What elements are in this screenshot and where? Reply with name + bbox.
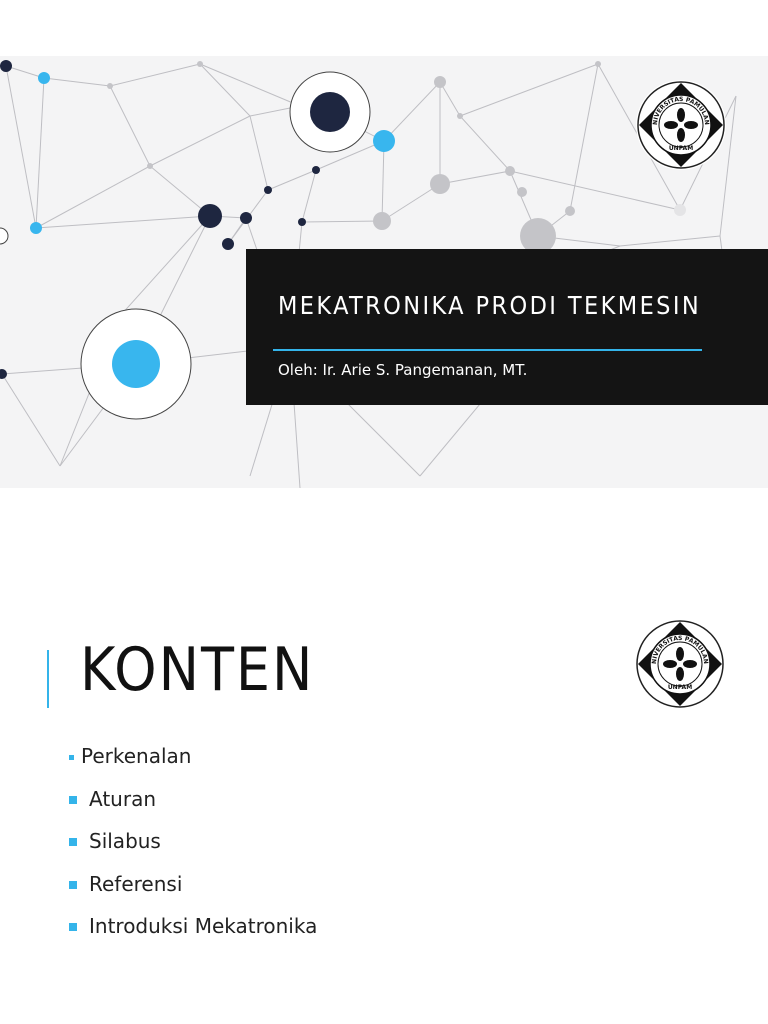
network-node [457,113,463,119]
svg-text:UNIVERSITAS PAMULANG: NIVERSITAS PAMULAN [651,95,711,126]
network-edge [110,64,200,86]
network-node [264,186,272,194]
heading-accent-bar [47,650,49,708]
network-node [373,130,395,152]
network-edge [44,78,110,86]
network-edge [460,64,598,116]
list-item-label: Silabus [89,829,161,854]
network-edge [110,86,150,166]
network-edge [36,166,150,228]
network-node [0,60,12,72]
network-edge [36,78,44,228]
bullet-icon [69,755,74,760]
slide-subtitle: Oleh: Ir. Arie S. Pangemanan, MT. [278,361,528,379]
network-node [0,228,8,244]
network-edge [6,66,36,228]
university-logo [634,618,726,710]
svg-text:UNIVERSITAS PAMULANG: NIVERSITAS PAMULAN [650,634,710,665]
network-node [198,204,222,228]
slide-heading: KONTEN [80,635,315,705]
network-node [430,174,450,194]
network-edge [620,236,720,246]
network-node [38,72,50,84]
bullet-icon [69,923,77,931]
title-box [246,249,768,405]
network-node [298,218,306,226]
university-logo [635,79,727,171]
network-edge [250,116,268,190]
network-node [517,187,527,197]
list-item-label: Aturan [89,786,157,811]
list-item-label: Referensi [89,871,183,896]
network-edge [200,64,250,116]
bullet-icon [69,881,77,889]
svg-text:UNPAM: UNPAM [667,684,693,691]
bullet-icon [69,796,77,804]
network-edge [302,170,316,222]
network-edge [36,216,210,228]
network-edge [200,64,300,106]
network-node [434,76,446,88]
svg-text:UNPAM: UNPAM [668,145,694,152]
network-edge [510,171,680,210]
contents-slide [0,488,768,1024]
network-node [112,340,160,388]
network-node [565,206,575,216]
list-item-label: Perkenalan [81,744,192,768]
title-divider [273,349,702,351]
network-edge [440,171,510,184]
network-edge [120,216,210,316]
network-node [310,92,350,132]
network-node [595,61,601,67]
network-node [197,61,203,67]
network-edge [570,64,598,211]
network-node [0,369,7,379]
list-item-label: Introduksi Mekatronika [89,914,318,939]
network-edge [384,82,440,141]
network-node [147,163,153,169]
bullet-icon [69,838,77,846]
slide-title: MEKATRONIKA PRODI TEKMESIN [278,291,702,320]
network-edge [302,221,382,222]
network-node [222,238,234,250]
network-edge [2,374,60,466]
network-edge [268,170,316,190]
network-node [505,166,515,176]
network-edge [460,116,510,171]
network-node [312,166,320,174]
network-edge [382,141,384,221]
network-node [674,204,686,216]
title-slide [0,56,768,488]
network-node [107,83,113,89]
network-node [240,212,252,224]
network-node [373,212,391,230]
network-edge [382,184,440,221]
network-edge [150,116,250,166]
network-node [30,222,42,234]
